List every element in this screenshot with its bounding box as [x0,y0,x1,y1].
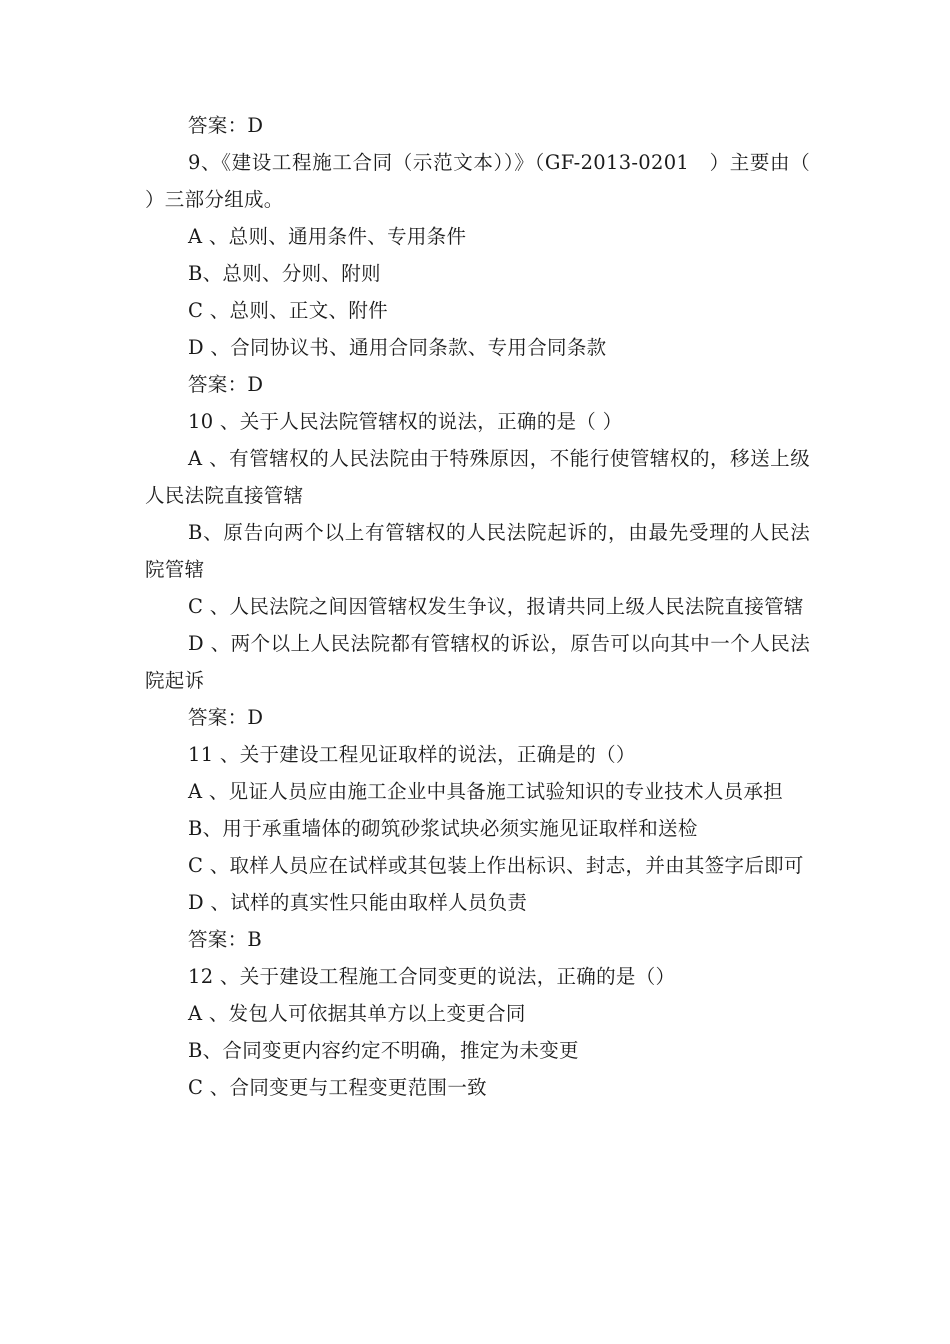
option-b: B、总则、分则、附则 [188,262,381,285]
option-c: C 、取样人员应在试样或其包装上作出标识、封志，并由其签字后即可 [188,854,804,877]
option-c: C 、合同变更与工程变更范围一致 [188,1076,487,1099]
option-a: A 、见证人员应由施工企业中具备施工试验知识的专业技术人员承担 [188,780,784,803]
option-b: B、用于承重墙体的砌筑砂浆试块必须实施见证取样和送检 [188,817,698,840]
answer-line: 答案：D [188,706,264,729]
option-d: D 、合同协议书、通用合同条款、专用合同条款 [188,336,607,359]
document-page [145,107,810,1106]
option-c: C 、总则、正文、附件 [188,299,388,322]
option-a: A 、发包人可依据其单方以上变更合同 [188,1002,526,1025]
option-a: A 、有管辖权的人民法院由于特殊原因，不能行使管辖权的，移送上级人民法院直接管辖 [145,447,810,507]
answer-line: 答案：D [188,114,264,137]
answer-line: 答案：D [188,373,264,396]
answer-line: 答案：B [188,928,263,951]
option-b: B、原告向两个以上有管辖权的人民法院起诉的，由最先受理的人民法院管辖 [145,521,810,581]
question-9: 9、《建设工程施工合同（示范文本））》（GF-2013-0201 ）主要由（ ）三部分组成。 [145,151,810,211]
option-a: A 、总则、通用条件、专用条件 [188,225,467,248]
option-d: D 、两个以上人民法院都有管辖权的诉讼，原告可以向其中一个人民法院起诉 [145,632,810,692]
question-10: 10 、关于人民法院管辖权的说法，正确的是（ ） [188,410,623,433]
option-d: D 、试样的真实性只能由取样人员负责 [188,891,528,914]
question-12: 12 、关于建设工程施工合同变更的说法，正确的是（） [188,965,676,988]
option-c: C 、人民法院之间因管辖权发生争议，报请共同上级人民法院直接管辖 [188,595,804,618]
question-11: 11 、关于建设工程见证取样的说法，正确是的（） [188,743,636,766]
option-b: B、合同变更内容约定不明确，推定为未变更 [188,1039,579,1062]
